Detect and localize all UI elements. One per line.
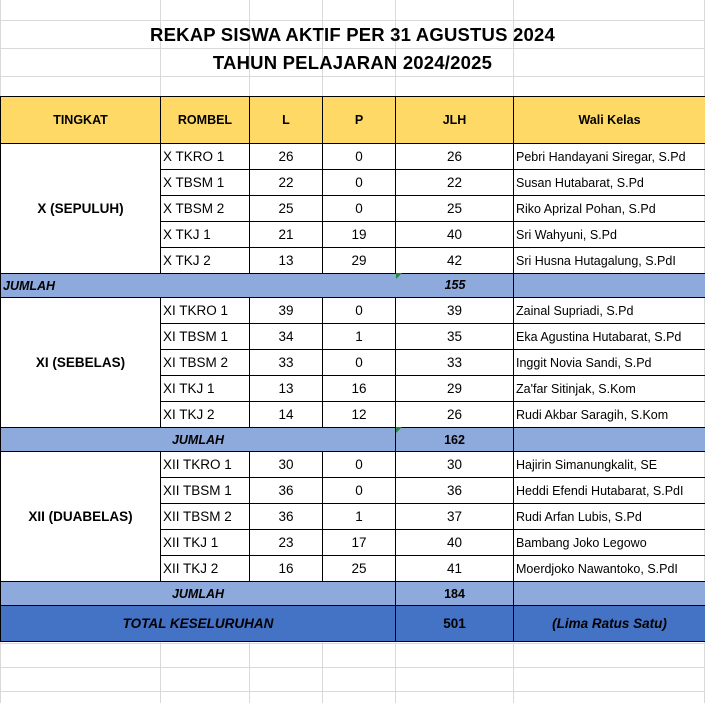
wali-cell[interactable]: Sri Husna Hutagalung, S.PdI (514, 248, 705, 274)
header-jlh[interactable]: JLH (396, 97, 514, 144)
l-cell[interactable]: 23 (250, 530, 323, 556)
report-title (0, 21, 705, 77)
jlh-cell[interactable]: 25 (396, 196, 514, 222)
header-l[interactable]: L (250, 97, 323, 144)
p-cell[interactable]: 1 (323, 504, 396, 530)
subtotal-value-cell[interactable]: 184 (396, 582, 514, 606)
header-rombel[interactable]: ROMBEL (161, 97, 250, 144)
wali-cell[interactable]: Za'far Sitinjak, S.Kom (514, 376, 705, 402)
header-tingkat[interactable]: TINGKAT (1, 97, 161, 144)
title-line-1: REKAP SISWA AKTIF PER 31 AGUSTUS 2024 (150, 24, 555, 45)
p-cell[interactable]: 29 (323, 248, 396, 274)
gridline (0, 667, 705, 668)
table-row (1, 298, 705, 324)
subtotal-label-cell[interactable]: JUMLAH (1, 428, 396, 452)
p-cell[interactable]: 0 (323, 298, 396, 324)
subtotal-value-cell[interactable]: 162 (396, 428, 514, 452)
l-cell[interactable]: 30 (250, 452, 323, 478)
rombel-cell[interactable]: XII TBSM 1 (161, 478, 250, 504)
wali-cell[interactable]: Zainal Supriadi, S.Pd (514, 298, 705, 324)
jlh-cell[interactable]: 36 (396, 478, 514, 504)
l-cell[interactable]: 26 (250, 144, 323, 170)
wali-cell[interactable]: Heddi Efendi Hutabarat, S.PdI (514, 478, 705, 504)
wali-cell[interactable]: Inggit Novia Sandi, S.Pd (514, 350, 705, 376)
l-cell[interactable]: 39 (250, 298, 323, 324)
subtotal-empty-cell[interactable] (514, 274, 705, 298)
rombel-cell[interactable]: XI TBSM 1 (161, 324, 250, 350)
subtotal-row (1, 428, 705, 452)
recap-table (0, 96, 705, 642)
jlh-cell[interactable]: 22 (396, 170, 514, 196)
l-cell[interactable]: 16 (250, 556, 323, 582)
level-cell[interactable]: X (SEPULUH) (1, 144, 161, 274)
subtotal-label: JUMLAH (3, 278, 56, 293)
p-cell[interactable]: 0 (323, 196, 396, 222)
subtotal-row (1, 274, 705, 298)
jlh-cell[interactable]: 26 (396, 402, 514, 428)
jlh-cell[interactable]: 33 (396, 350, 514, 376)
grand-total-words[interactable]: (Lima Ratus Satu) (514, 606, 705, 642)
l-cell[interactable]: 36 (250, 478, 323, 504)
cell-error-indicator-icon (396, 427, 402, 433)
jlh-cell[interactable]: 41 (396, 556, 514, 582)
subtotal-label-cell[interactable]: JUMLAH (1, 582, 396, 606)
p-cell[interactable]: 0 (323, 170, 396, 196)
wali-cell[interactable]: Susan Hutabarat, S.Pd (514, 170, 705, 196)
gridline (0, 691, 705, 692)
wali-cell[interactable]: Hajirin Simanungkalit, SE (514, 452, 705, 478)
grand-total-label[interactable]: TOTAL KESELURUHAN (1, 606, 396, 642)
cell-error-indicator-icon (396, 273, 402, 279)
header-wali-kelas[interactable]: Wali Kelas (514, 97, 705, 144)
l-cell[interactable]: 34 (250, 324, 323, 350)
p-cell[interactable]: 17 (323, 530, 396, 556)
wali-cell[interactable]: Rudi Akbar Saragih, S.Kom (514, 402, 705, 428)
subtotal-label-cell[interactable] (1, 274, 514, 298)
rombel-cell[interactable]: XII TBSM 2 (161, 504, 250, 530)
rombel-cell[interactable]: XII TKJ 1 (161, 530, 250, 556)
rombel-cell[interactable]: XII TKJ 2 (161, 556, 250, 582)
rombel-cell[interactable]: XI TKRO 1 (161, 298, 250, 324)
gridline (0, 643, 705, 644)
wali-cell[interactable]: Eka Agustina Hutabarat, S.Pd (514, 324, 705, 350)
subtotal-row (1, 582, 705, 606)
p-cell[interactable]: 12 (323, 402, 396, 428)
l-cell[interactable]: 21 (250, 222, 323, 248)
wali-cell[interactable]: Moerdjoko Nawantoko, S.PdI (514, 556, 705, 582)
jlh-cell[interactable]: 40 (396, 222, 514, 248)
table-header-row (1, 97, 705, 144)
l-cell[interactable]: 25 (250, 196, 323, 222)
jlh-cell[interactable]: 40 (396, 530, 514, 556)
p-cell[interactable]: 16 (323, 376, 396, 402)
jlh-cell[interactable]: 42 (396, 248, 514, 274)
rombel-cell[interactable]: XII TKRO 1 (161, 452, 250, 478)
wali-cell[interactable]: Riko Aprizal Pohan, S.Pd (514, 196, 705, 222)
l-cell[interactable]: 13 (250, 248, 323, 274)
p-cell[interactable]: 19 (323, 222, 396, 248)
header-p[interactable]: P (323, 97, 396, 144)
wali-cell[interactable]: Bambang Joko Legowo (514, 530, 705, 556)
jlh-cell[interactable]: 29 (396, 376, 514, 402)
rombel-cell[interactable]: XI TBSM 2 (161, 350, 250, 376)
wali-cell[interactable]: Rudi Arfan Lubis, S.Pd (514, 504, 705, 530)
p-cell[interactable]: 0 (323, 452, 396, 478)
l-cell[interactable]: 22 (250, 170, 323, 196)
grand-total-row (1, 606, 705, 642)
jlh-cell[interactable]: 35 (396, 324, 514, 350)
rombel-cell[interactable]: X TBSM 1 (161, 170, 250, 196)
jlh-cell[interactable]: 30 (396, 452, 514, 478)
level-cell[interactable]: XI (SEBELAS) (1, 298, 161, 428)
rombel-cell[interactable]: XI TKJ 2 (161, 402, 250, 428)
wali-cell[interactable]: Sri Wahyuni, S.Pd (514, 222, 705, 248)
level-cell[interactable]: XII (DUABELAS) (1, 452, 161, 582)
l-cell[interactable]: 36 (250, 504, 323, 530)
grand-total-value[interactable]: 501 (396, 606, 514, 642)
rombel-cell[interactable]: X TKJ 1 (161, 222, 250, 248)
subtotal-empty-cell[interactable] (514, 582, 705, 606)
rombel-cell[interactable]: X TBSM 2 (161, 196, 250, 222)
l-cell[interactable]: 13 (250, 376, 323, 402)
l-cell[interactable]: 33 (250, 350, 323, 376)
p-cell[interactable]: 1 (323, 324, 396, 350)
p-cell[interactable]: 0 (323, 350, 396, 376)
jlh-cell[interactable]: 39 (396, 298, 514, 324)
wali-cell[interactable]: Pebri Handayani Siregar, S.Pd (514, 144, 705, 170)
p-cell[interactable]: 25 (323, 556, 396, 582)
table-row (1, 452, 705, 478)
rombel-cell[interactable]: X TKRO 1 (161, 144, 250, 170)
subtotal-empty-cell[interactable] (514, 428, 705, 452)
title-line-2: TAHUN PELAJARAN 2024/2025 (212, 52, 493, 73)
jlh-cell[interactable]: 37 (396, 504, 514, 530)
table-row (1, 144, 705, 170)
subtotal-value: 155 (444, 278, 466, 292)
p-cell[interactable]: 0 (323, 478, 396, 504)
rombel-cell[interactable]: XI TKJ 1 (161, 376, 250, 402)
jlh-cell[interactable]: 26 (396, 144, 514, 170)
p-cell[interactable]: 0 (323, 144, 396, 170)
l-cell[interactable]: 14 (250, 402, 323, 428)
rombel-cell[interactable]: X TKJ 2 (161, 248, 250, 274)
